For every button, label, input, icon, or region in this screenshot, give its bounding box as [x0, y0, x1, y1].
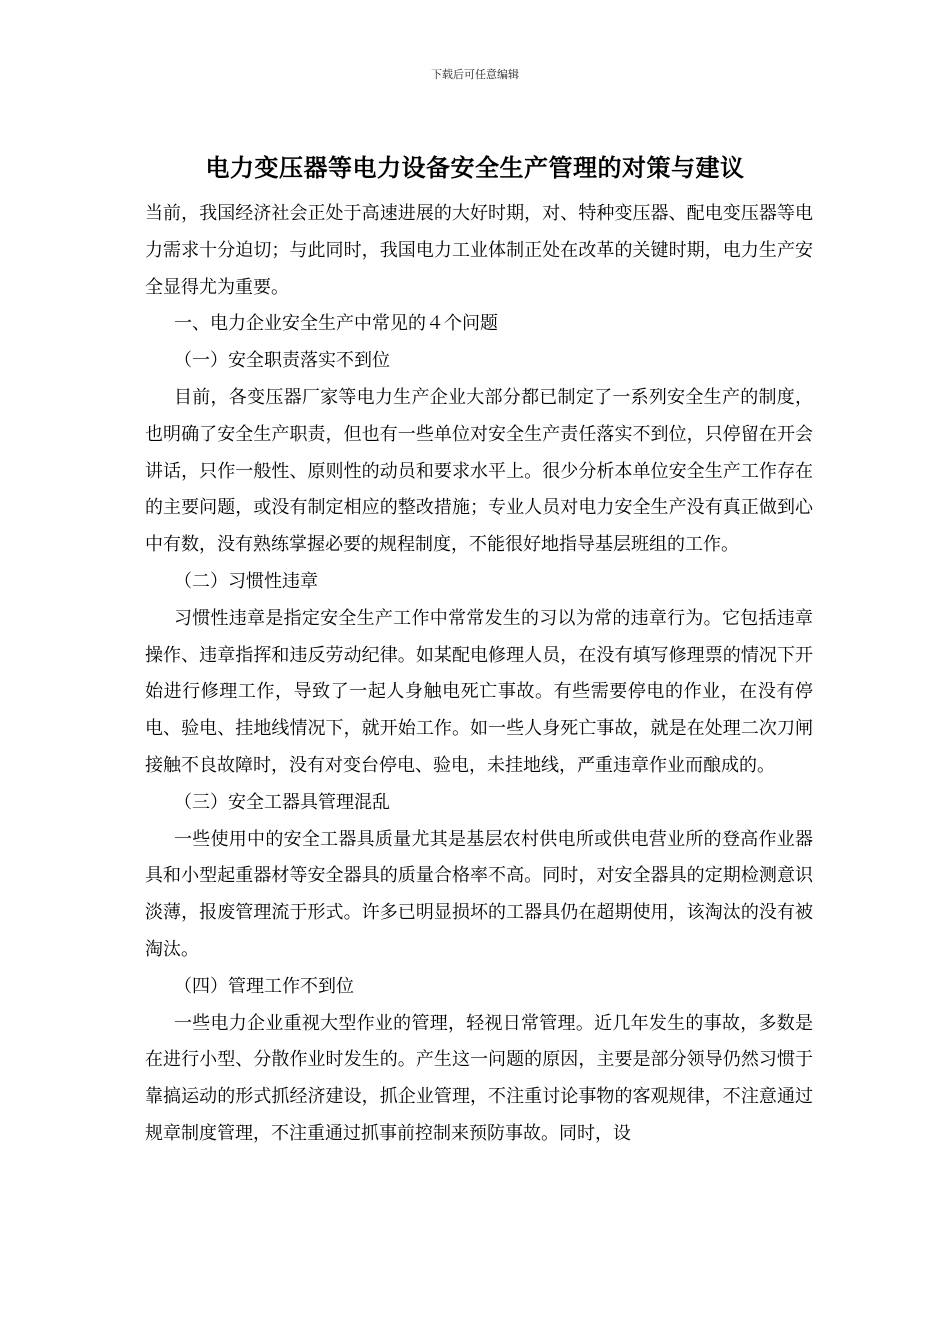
- body-paragraph-1: 目前，各变压器厂家等电力生产企业大部分都已制定了一系列安全生产的制度，也明确了安全生产职责，但也有一些单位对安全生产责任落实不到位，只停留在开会讲话，只作一般性、原则性的动员和要求水平上。很少分析本单位安全生产工作存在的主要问题，或没有制定相应的整改措施；专业人员对电力安全生产没有真正做到心中有数，没有熟练掌握必要的规程制度，不能很好地指导基层班组的工作。: [145, 386, 813, 556]
- page-header-note: 下载后可任意编辑: [431, 68, 519, 81]
- subsection-heading-2: （二）习惯性违章: [174, 570, 318, 592]
- body-paragraph-2: 习惯性违章是指定安全生产工作中常常发生的习以为常的违章行为。它包括违章操作、违章指挥和违反劳动纪律。如某配电修理人员，在没有填写修理票的情况下开始进行修理工作，导致了一起人身触电死亡事故。有些需要停电的作业，在没有停电、验电、挂地线情况下，就开始工作。如一些人身死亡事故，就是在处理二次刀闸接触不良故障时，没有对变台停电、验电，未挂地线，严重违章作业而酿成的。: [145, 607, 813, 776]
- body-paragraph-3: 一些使用中的安全工器具质量尤其是基层农村供电所或供电营业所的登高作业器具和小型起重器材等安全器具的质量合格率不高。同时，对安全器具的定期检测意识淡薄，报废管理流于形式。许多已明显损坏的工器具仍在超期使用，该淘汰的没有被淘汰。: [145, 828, 813, 960]
- intro-paragraph: 当前，我国经济社会正处于高速进展的大好时期，对、特种变压器、配电变压器等电力需求十分迫切；与此同时，我国电力工业体制正处在改革的关键时期，电力生产安全显得尤为重要。: [145, 203, 813, 298]
- subsection-heading-1: （一）安全职责落实不到位: [174, 350, 390, 372]
- document-title: 电力变压器等电力设备安全生产管理的对策与建议: [205, 153, 745, 182]
- body-paragraph-4: 一些电力企业重视大型作业的管理，轻视日常管理。近几年发生的事故，多数是在进行小型、分散作业时发生的。产生这一问题的原因，主要是部分领导仍然习惯于靠搞运动的形式抓经济建设，抓企业管理，不注重讨论事物的客观规律，不注意通过规章制度管理，不注重通过抓事前控制来预防事故。同时，设: [145, 1012, 813, 1144]
- document-body: [145, 196, 813, 1153]
- subsection-heading-3: （三）安全工器具管理混乱: [174, 791, 390, 813]
- section-heading: 一、电力企业安全生产中常见的４个问题: [174, 313, 498, 335]
- subsection-heading-4: （四）管理工作不到位: [174, 975, 354, 997]
